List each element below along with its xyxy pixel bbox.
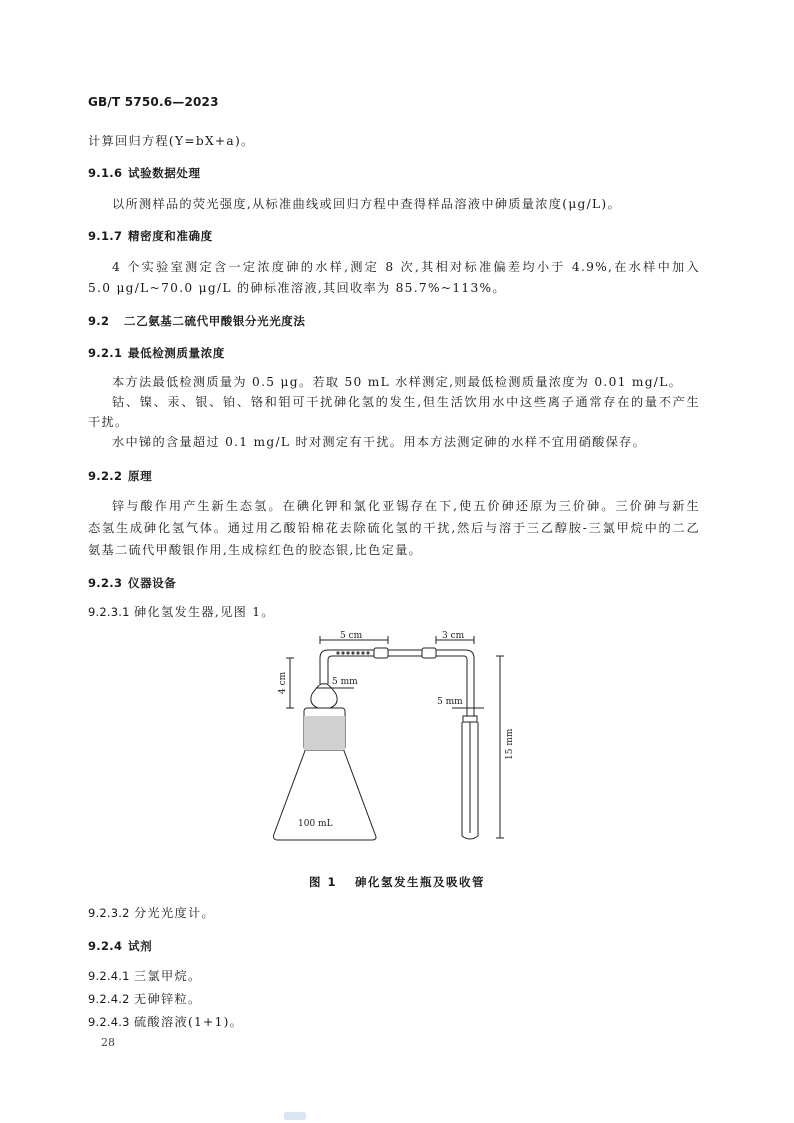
figure-caption bbox=[0, 874, 794, 890]
paragraph-line: 5.0 μg/L~70.0 μg/L 的砷标准溶液,其回收率为 85.7%~113%。 bbox=[88, 281, 506, 295]
paragraph-line: 水中锑的含量超过 0.1 mg/L 时对测定有干扰。用本方法测定砷的水样不宜用硝酸保存。 bbox=[112, 435, 647, 449]
clause-number: 9.2.4.3 bbox=[88, 1015, 130, 1029]
paragraph-line: 态氢生成砷化氢气体。通过用乙酸铅棉花去除硫化氢的干扰,然后与溶于三乙醇胺-三氯甲烷中的二乙 bbox=[88, 521, 700, 535]
clause-number: 9.2.3.2 bbox=[88, 906, 130, 920]
tube-top-inner bbox=[328, 656, 374, 660]
flask-volume-label: 100 mL bbox=[298, 819, 333, 829]
absorber-cap bbox=[463, 716, 477, 722]
section-heading-9-2-4 bbox=[88, 938, 700, 954]
dim-label-5cm: 5 cm bbox=[340, 631, 363, 641]
figure-title: 砷化氢发生瓶及吸收管 bbox=[355, 875, 485, 889]
section-title: 精密度和准确度 bbox=[128, 229, 213, 243]
clause-item bbox=[88, 991, 700, 1007]
dim-label-neck: 5 mm bbox=[332, 677, 358, 687]
section-number: 9.2.2 bbox=[88, 469, 123, 483]
clause-item bbox=[88, 604, 700, 620]
stopper-shading bbox=[304, 716, 345, 750]
clause-number: 9.2.4.1 bbox=[88, 969, 130, 983]
arsine-generator-figure bbox=[262, 628, 524, 860]
dim-label-15mm: 15 mm bbox=[505, 728, 515, 760]
paragraph-line: 4 个实验室测定含一定浓度砷的水样,测定 8 次,其相对标准偏差均小于 4.9%,在水样中加入 bbox=[112, 260, 700, 274]
paragraph-line: 计算回归方程(Y=bX+a)。 bbox=[88, 134, 255, 148]
clause-number: 9.2.3.1 bbox=[88, 605, 130, 619]
section-title: 原理 bbox=[128, 469, 153, 483]
section-number: 9.2.1 bbox=[88, 346, 123, 360]
section-heading-9-1-7 bbox=[88, 228, 700, 244]
apparatus-diagram bbox=[262, 628, 524, 860]
section-title: 仪器设备 bbox=[128, 576, 177, 590]
page-number: 28 bbox=[101, 1036, 115, 1049]
clause-text: 无砷锌粒。 bbox=[134, 992, 202, 1006]
section-number: 9.1.6 bbox=[88, 166, 123, 180]
section-number: 9.2 bbox=[88, 314, 110, 328]
clause-item bbox=[88, 1014, 700, 1030]
section-heading-9-2 bbox=[88, 313, 700, 329]
section-title: 二乙氨基二硫代甲酸银分光光度法 bbox=[124, 314, 306, 328]
section-heading-9-2-2 bbox=[88, 468, 700, 484]
paragraph-line: 以所测样品的荧光强度,从标准曲线或回归方程中查得样品溶液中砷质量浓度(μg/L)。 bbox=[112, 197, 621, 211]
figure-number: 图 1 bbox=[308, 875, 337, 889]
tube-right-inner bbox=[436, 656, 467, 716]
dim-label-4cm: 4 cm bbox=[278, 671, 288, 694]
trap-bulb bbox=[311, 684, 337, 708]
section-heading-9-2-3 bbox=[88, 575, 700, 591]
section-number: 9.2.3 bbox=[88, 576, 123, 590]
section-title: 试剂 bbox=[128, 939, 153, 953]
hose-connector-1 bbox=[374, 648, 388, 658]
section-heading-9-2-1 bbox=[88, 345, 700, 361]
section-heading-9-1-6 bbox=[88, 165, 700, 181]
section-number: 9.1.7 bbox=[88, 229, 123, 243]
clause-number: 9.2.4.2 bbox=[88, 992, 130, 1006]
clause-item bbox=[88, 968, 700, 984]
footer-mark bbox=[284, 1112, 306, 1120]
paragraph-line: 本方法最低检测质量为 0.5 μg。若取 50 mL 水样测定,则最低检测质量浓度为 0.01 mg/L。 bbox=[112, 375, 683, 389]
hose-middle bbox=[388, 650, 422, 656]
paragraph-line: 锌与酸作用产生新生态氢。在碘化钾和氯化亚锡存在下,使五价砷还原为三价砷。三价砷与新生 bbox=[112, 499, 700, 513]
clause-text: 分光光度计。 bbox=[134, 906, 215, 920]
hose-connector-2 bbox=[422, 648, 436, 658]
section-number: 9.2.4 bbox=[88, 939, 123, 953]
dim-label-outlet: 5 mm bbox=[437, 697, 463, 707]
paragraph-line: 干扰。 bbox=[88, 415, 129, 429]
clause-text: 三氯甲烷。 bbox=[134, 969, 202, 983]
section-title: 最低检测质量浓度 bbox=[128, 346, 225, 360]
paragraph-line: 钴、镍、汞、银、铂、铬和钼可干扰砷化氢的发生,但生活饮用水中这些离子通常存在的量不产生 bbox=[112, 395, 700, 409]
clause-item bbox=[88, 905, 700, 921]
section-title: 试验数据处理 bbox=[128, 166, 201, 180]
cotton-beads bbox=[336, 651, 369, 654]
clause-text: 砷化氢发生器,见图 1。 bbox=[134, 605, 275, 619]
standard-code: GB/T 5750.6—2023 bbox=[88, 95, 219, 109]
clause-text: 硫酸溶液(1+1)。 bbox=[134, 1015, 244, 1029]
dim-label-3cm: 3 cm bbox=[442, 631, 465, 641]
paragraph-line: 氨基二硫代甲酸银作用,生成棕红色的胶态银,比色定量。 bbox=[88, 543, 423, 557]
